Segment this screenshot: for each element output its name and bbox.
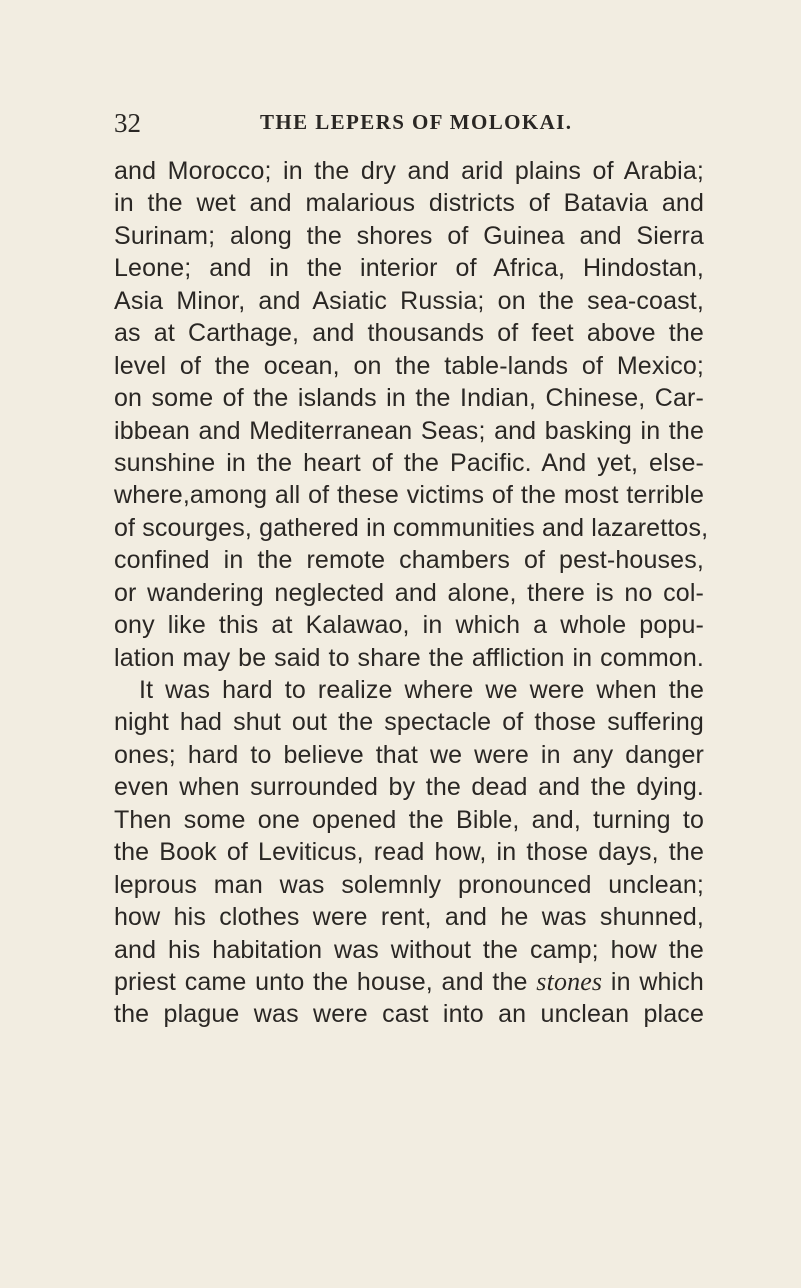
text-line: Asia Minor, and Asiatic Russia; on the sea-coast, <box>114 286 704 315</box>
text-line: the Book of Leviticus, read how, in those days, the <box>114 838 704 867</box>
text-line: how his clothes were rent, and he was shunned, <box>114 903 704 932</box>
text-line: even when surrounded by the dead and the dying. <box>114 773 704 802</box>
text-line: confined in the remote chambers of pest-houses, <box>114 546 704 575</box>
text-line-with-italic <box>114 966 704 998</box>
running-head: THE LEPERS OF MOLOKAI. <box>260 110 573 134</box>
text-line: ones; hard to believe that we were in any danger <box>114 740 704 769</box>
text-line: ibbean and Mediterranean Seas; and basking in the <box>114 416 704 445</box>
text-line: ony like this at Kalawao, in which a whole popu- <box>114 611 704 640</box>
text-line: or wandering neglected and alone, there is no col- <box>114 578 704 607</box>
line-head: priest came unto the house, and the <box>114 967 528 996</box>
body-text <box>114 155 709 1031</box>
text-line: Surinam; along the shores of Guinea and Sierra <box>114 221 704 250</box>
text-line: where,among all of these victims of the most terrible <box>114 481 704 510</box>
text-line: and his habitation was without the camp; how the <box>114 935 704 964</box>
italic-word: stones <box>536 966 603 996</box>
text-line: on some of the islands in the Indian, Chinese, Car- <box>114 384 704 413</box>
text-line: as at Carthage, and thousands of feet above the <box>114 319 704 348</box>
text-line: and Morocco; in the dry and arid plains of Arabia; <box>114 157 704 185</box>
text-line: sunshine in the heart of the Pacific. And yet, else- <box>114 448 704 477</box>
text-line: night had shut out the spectacle of those suffering <box>114 708 704 737</box>
paragraph-start-line: It was hard to realize where we were when the <box>139 676 704 704</box>
page-header <box>114 108 714 142</box>
text-line: Then some one opened the Bible, and, turning to <box>114 805 704 834</box>
text-line: of scourges, gathered in communities and lazarettos, <box>114 513 709 542</box>
text-line: Leone; and in the interior of Africa, Hindostan, <box>114 254 704 283</box>
line-tail: in which <box>610 967 704 996</box>
text-line: leprous man was solemnly pronounced unclean; <box>114 870 704 899</box>
page-number: 32 <box>114 108 141 138</box>
text-line: level of the ocean, on the table-lands of Mexico; <box>114 351 704 380</box>
text-line: lation may be said to share the affliction in common. <box>114 643 704 672</box>
text-line: in the wet and malarious districts of Batavia and <box>114 189 704 218</box>
text-line: the plague was were cast into an unclean place <box>114 1000 704 1029</box>
